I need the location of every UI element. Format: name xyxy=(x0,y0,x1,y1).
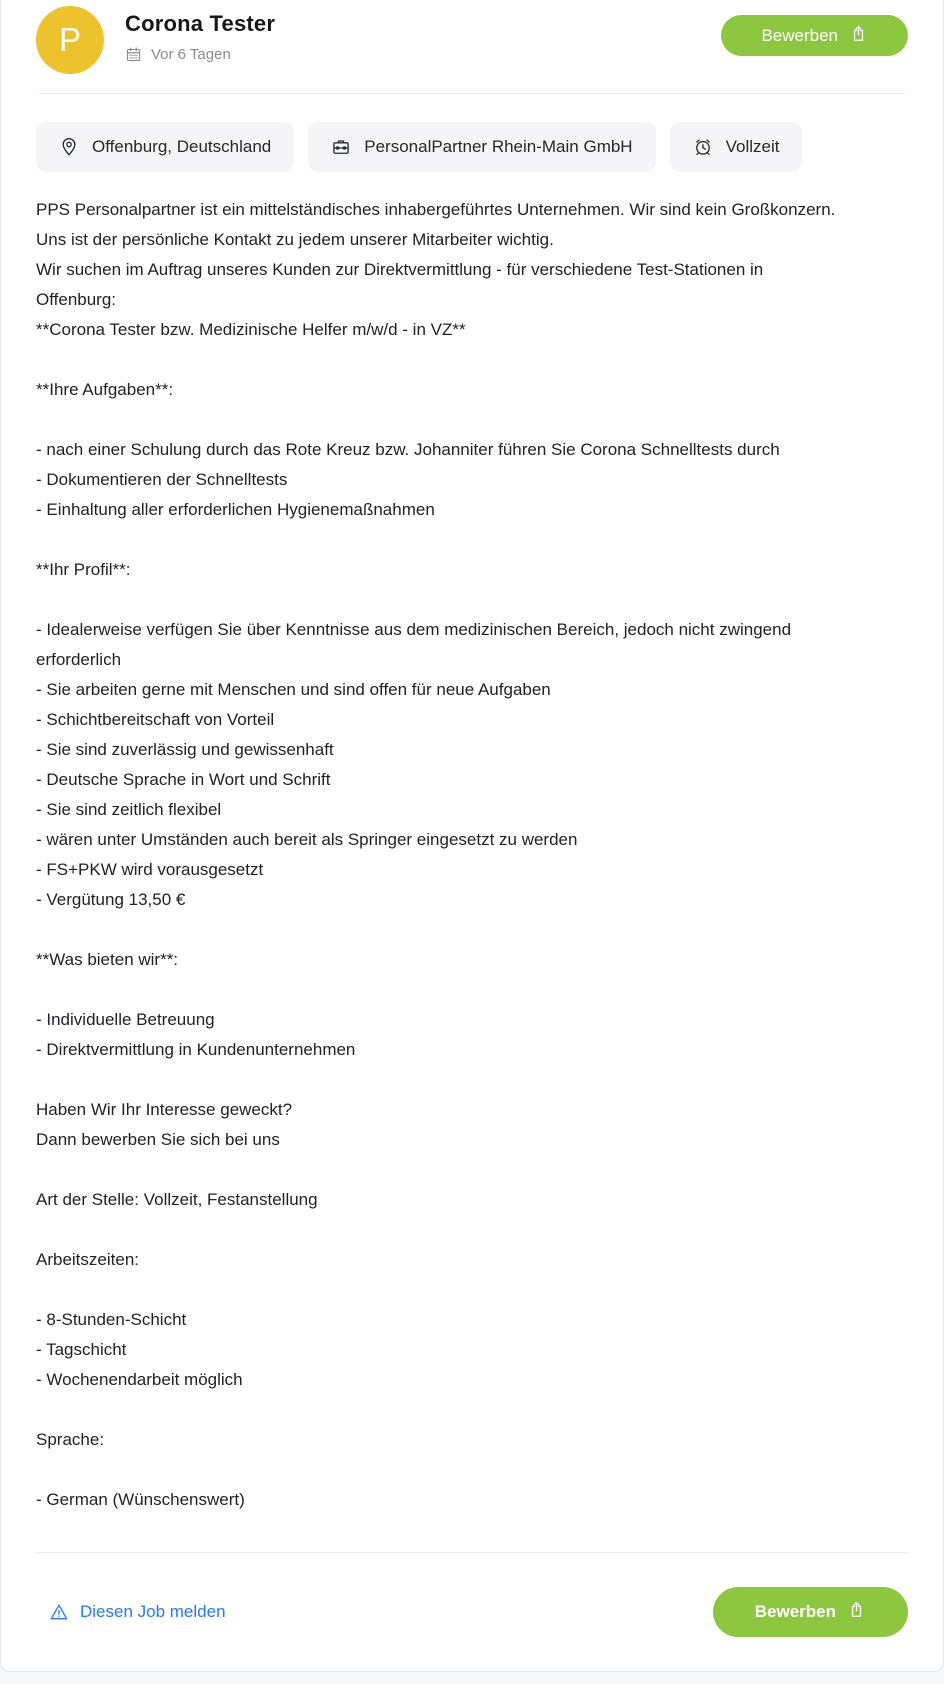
description-line: - Dokumentieren der Schnelltests xyxy=(36,470,288,489)
description-line: Sprache: xyxy=(36,1430,105,1449)
description-line: - FS+PKW wird vorausgesetzt xyxy=(36,860,264,879)
job-meta-badges xyxy=(36,122,908,172)
employment-type-badge xyxy=(670,122,803,172)
location-pin-icon xyxy=(59,137,79,157)
company-badge-label: PersonalPartner Rhein-Main GmbH xyxy=(364,137,633,156)
apply-button-bottom[interactable] xyxy=(713,1587,908,1637)
avatar xyxy=(36,6,104,74)
posted-date xyxy=(125,46,275,63)
description-line xyxy=(36,585,842,615)
employment-type-badge-label: Vollzeit xyxy=(725,137,780,156)
description-line: Haben Wir Ihr Interesse geweckt? xyxy=(36,1100,293,1119)
description-line: - wären unter Umständen auch bereit als Springer eingesetzt zu werden xyxy=(36,830,578,849)
alarm-clock-icon xyxy=(693,137,713,157)
description-line: - Einhaltung aller erforderlichen Hygienemaßnahmen xyxy=(36,500,435,519)
description-line: - Tagschicht xyxy=(36,1340,127,1359)
job-description xyxy=(36,195,842,1552)
description-line: - Sie arbeiten gerne mit Menschen und sind offen für neue Aufgaben xyxy=(36,680,551,699)
description-line: Arbeitszeiten: xyxy=(36,1250,139,1269)
description-line: - Direktvermittlung in Kundenunternehmen xyxy=(36,1040,356,1059)
description-line xyxy=(36,1155,842,1185)
apply-button-bottom-label: Bewerben xyxy=(754,1602,836,1621)
header-text xyxy=(125,6,275,63)
description-line: Dann bewerben Sie sich bei uns xyxy=(36,1130,280,1149)
apply-button-top-label: Bewerben xyxy=(761,25,838,45)
description-line: - Vergütung 13,50 € xyxy=(36,890,186,909)
description-line: - Sie sind zuverlässig und gewissenhaft xyxy=(36,740,334,759)
description-line: - Deutsche Sprache in Wort und Schrift xyxy=(36,770,331,789)
avatar-letter: P xyxy=(58,21,81,58)
description-line: **Corona Tester bzw. Medizinische Helfer m/w/d - in VZ** xyxy=(36,320,466,339)
share-icon xyxy=(849,24,868,48)
description-line xyxy=(36,1065,842,1095)
description-line: - Idealerweise verfügen Sie über Kenntnisse aus dem medizinischen Bereich, jedoch nicht zwingend erforderlich xyxy=(36,620,792,669)
description-line: - nach einer Schulung durch das Rote Kreuz bzw. Johanniter führen Sie Corona Schnelltests durch xyxy=(36,440,780,459)
description-line: **Ihre Aufgaben**: xyxy=(36,380,174,399)
header-divider xyxy=(36,93,908,94)
description-line xyxy=(36,345,842,375)
posted-date-label: Vor 6 Tagen xyxy=(151,46,231,63)
description-line xyxy=(36,975,842,1005)
description-line xyxy=(36,525,842,555)
report-job-link[interactable] xyxy=(49,1602,226,1622)
location-badge xyxy=(36,122,294,172)
location-badge-label: Offenburg, Deutschland xyxy=(92,137,272,156)
share-icon xyxy=(847,1600,866,1624)
description-line: - Individuelle Betreuung xyxy=(36,1010,215,1029)
description-line xyxy=(36,915,842,945)
description-line: - Schichtbereitschaft von Vorteil xyxy=(36,710,275,729)
job-footer xyxy=(36,1552,908,1671)
report-job-link-label: Diesen Job melden xyxy=(80,1602,226,1621)
description-line: **Was bieten wir**: xyxy=(36,950,179,969)
description-line xyxy=(36,405,842,435)
page-title: Corona Tester xyxy=(125,11,276,36)
description-line: PPS Personalpartner ist ein mittelständisches inhabergeführtes Unternehmen. Wir sind kein Großkonzern. Uns ist der persönliche Kontakt zu jedem unserer Mitarbeiter wichtig. xyxy=(36,200,836,249)
description-line: - German (Wünschenswert) xyxy=(36,1490,245,1509)
description-line xyxy=(36,1215,842,1245)
description-line: Art der Stelle: Vollzeit, Festanstellung xyxy=(36,1190,318,1209)
description-line: - Wochenendarbeit möglich xyxy=(36,1370,243,1389)
description-line xyxy=(36,1455,842,1485)
briefcase-icon xyxy=(331,137,351,157)
description-line xyxy=(36,1395,842,1425)
job-header xyxy=(36,6,908,74)
company-badge xyxy=(308,122,655,172)
description-line: **Ihr Profil**: xyxy=(36,560,131,579)
description-line: - 8-Stunden-Schicht xyxy=(36,1310,187,1329)
description-line xyxy=(36,1275,842,1305)
warning-triangle-icon xyxy=(49,1602,69,1622)
description-line: - Sie sind zeitlich flexibel xyxy=(36,800,222,819)
description-line: Wir suchen im Auftrag unseres Kunden zur Direktvermittlung - für verschiedene Test-Stationen in Offenburg: xyxy=(36,260,764,309)
apply-button-top[interactable] xyxy=(721,15,908,56)
calendar-icon xyxy=(125,46,142,63)
